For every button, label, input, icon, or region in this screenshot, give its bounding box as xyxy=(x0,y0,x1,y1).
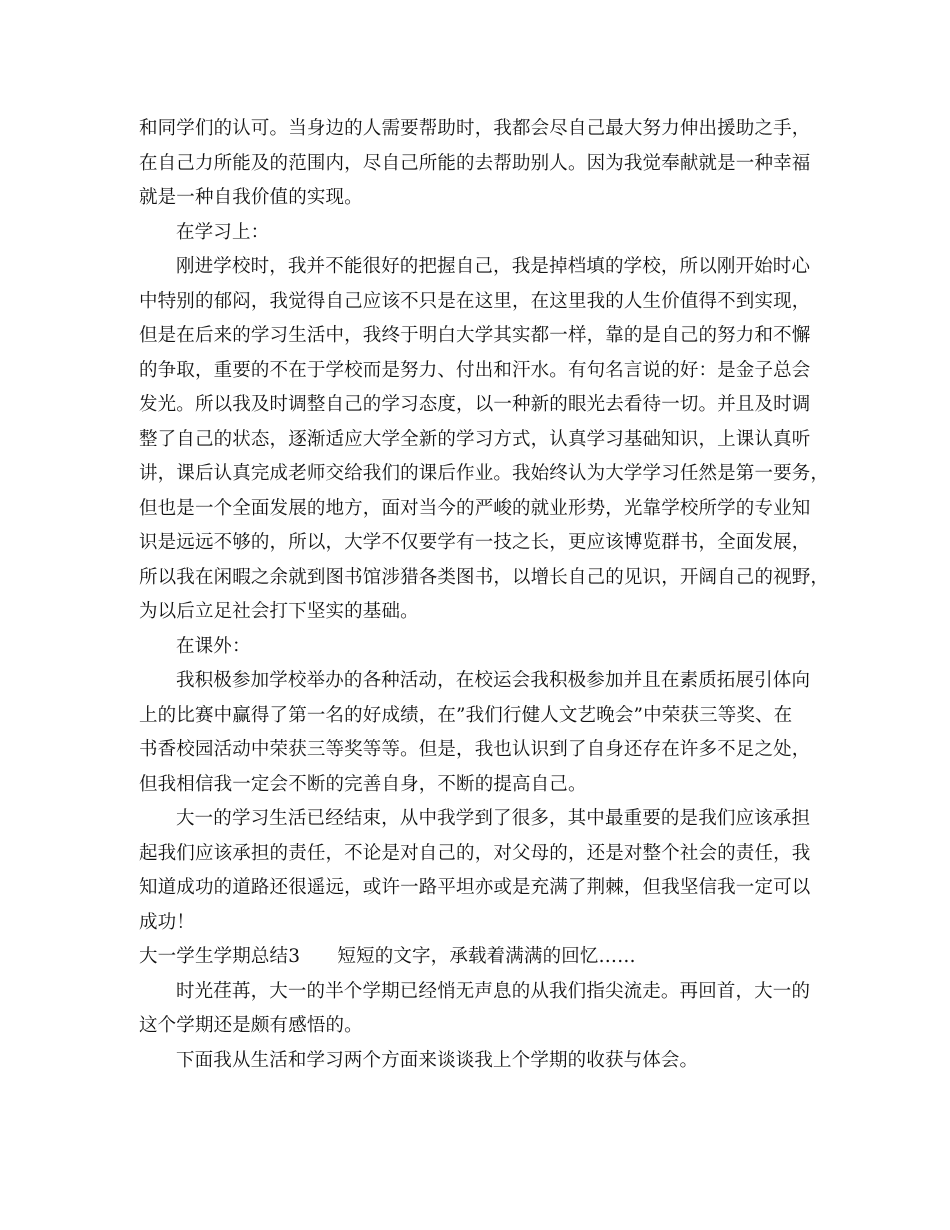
text-line: 为以后立足社会打下坚实的基础。 xyxy=(139,601,419,622)
text-line: 但我相信我一定会不断的完善自身，不断的提高自己。 xyxy=(139,773,587,795)
text-line: 时光荏苒，大一的半个学期已经悄无声息的从我们指尖流走。再回首，大一的 xyxy=(176,980,811,1002)
text-line: 刚进学校时，我并不能很好的把握自己，我是掉档填的学校，所以刚开始时心 xyxy=(176,256,811,277)
article-title: 大一学生学期总结3 短短的文字，承载着满满的回忆…… xyxy=(139,946,636,967)
text-line: 整了自己的状态，逐渐适应大学全新的学习方式，认真学习基础知识，上课认真听 xyxy=(139,428,811,450)
text-line: 知道成功的道路还很遥远，或许一路平坦亦或是充满了荆棘，但我坚信我一定可以 xyxy=(139,877,811,898)
text-line: 和同学们的认可。当身边的人需要帮助时，我都会尽自己最大努力伸出援助之手， xyxy=(139,118,811,139)
text-line: 大一的学习生活已经结束，从中我学到了很多，其中最重要的是我们应该承担 xyxy=(176,808,811,829)
text-line: 在自己力所能及的范围内，尽自己所能的去帮助别人。因为我觉奉献就是一种幸福 xyxy=(139,152,811,174)
text-line: 但是在后来的学习生活中，我终于明白大学其实都一样，靠的是自己的努力和不懈 xyxy=(139,325,811,346)
text-line: 讲，课后认真完成老师交给我们的课后作业。我始终认为大学学习任然是第一要务， xyxy=(139,463,830,484)
text-line: 我积极参加学校举办的各种活动，在校运会我积极参加并且在素质拓展引体向 xyxy=(176,670,811,691)
text-line: 的争取，重要的不在于学校而是努力、付出和汗水。有句名言说的好：是金子总会 xyxy=(139,359,811,381)
text-line: 成功！ xyxy=(139,911,195,933)
text-line: 书香校园活动中荣获三等奖等等。但是，我也认识到了自身还存在许多不足之处， xyxy=(139,739,811,760)
text-line: 但也是一个全面发展的地方，面对当今的严峻的就业形势，光靠学校所学的专业知 xyxy=(139,497,811,519)
text-line: 这个学期还是颇有感悟的。 xyxy=(139,1015,363,1036)
text-line: 上的比赛中赢得了第一名的好成绩，在”我们行健人文艺晚会”中荣获三等奖、在 xyxy=(139,704,793,726)
section-heading: 在学习上： xyxy=(176,221,270,243)
text-line: 中特别的郁闷，我觉得自己应该不只是在这里，在这里我的人生价值得不到实现， xyxy=(139,290,811,312)
text-line: 就是一种自我价值的实现。 xyxy=(139,187,363,208)
section-heading: 在课外： xyxy=(176,635,251,657)
text-line: 发光。所以我及时调整自己的学习态度，以一种新的眼光去看待一切。并且及时调 xyxy=(139,394,811,415)
text-line: 起我们应该承担的责任，不论是对自己的，对父母的，还是对整个社会的责任，我 xyxy=(139,842,811,864)
document-body xyxy=(139,112,830,1078)
text-line: 下面我从生活和学习两个方面来谈谈我上个学期的收获与体会。 xyxy=(176,1049,699,1071)
text-line: 识是远远不够的，所以，大学不仅要学有一技之长，更应该博览群书，全面发展， xyxy=(139,532,811,553)
text-line: 所以我在闲暇之余就到图书馆涉猎各类图书，以增长自己的见识，开阔自己的视野， xyxy=(139,566,830,588)
